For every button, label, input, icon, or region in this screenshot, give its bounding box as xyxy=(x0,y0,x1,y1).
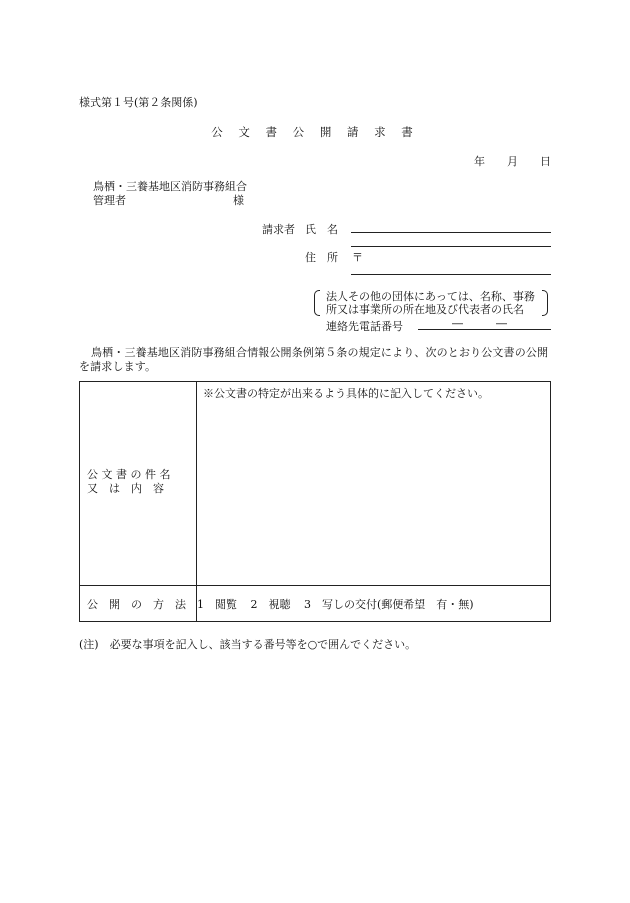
address-label: 住 所 xyxy=(305,251,338,264)
addressee-honorific: 様 xyxy=(233,194,244,207)
corp-note-line1: 法人その他の団体にあっては、名称、事務 xyxy=(326,290,535,303)
bracket-right xyxy=(542,290,548,316)
request-statement: 鳥栖・三養基地区消防事務組合情報公開条例第５条の規定により、次のとおり公文書の公開を請求します。 xyxy=(79,346,549,373)
addressee-organization: 鳥栖・三養基地区消防事務組合 xyxy=(93,180,247,193)
date-day: 日 xyxy=(540,155,551,168)
phone-label: 連絡先電話番号 xyxy=(326,320,403,333)
phone-underline[interactable] xyxy=(418,329,551,330)
method-option-listen[interactable]: 2 視聴 xyxy=(250,597,291,611)
subject-entry-cell[interactable] xyxy=(197,382,551,586)
subject-notice: ※公文書の特定が出来るよう具体的に記入してください。 xyxy=(203,387,489,400)
method-option-view[interactable]: 1 閲覧 xyxy=(197,597,237,611)
postal-mark: 〒 xyxy=(352,251,363,264)
addressee-manager: 管理者 xyxy=(93,194,126,207)
method-cell xyxy=(197,586,551,622)
method-option-copy[interactable]: 3 写しの交付(郵便希望 有・無) xyxy=(304,597,474,611)
form-number: 様式第１号(第２条関係) xyxy=(79,96,198,109)
request-table xyxy=(79,381,551,622)
requester-label: 請求者 xyxy=(262,223,295,236)
corp-note xyxy=(326,290,535,316)
document-title: 公 文 書 公 開 請 求 書 xyxy=(211,125,419,139)
subject-label-line2: 又 は 内 容 xyxy=(87,482,164,495)
subject-label-line1: 公 文 書 の 件 名 xyxy=(87,468,171,481)
phone-separator-2: ― xyxy=(496,317,507,330)
name-label: 氏 名 xyxy=(305,223,338,236)
date-month: 月 xyxy=(507,155,518,168)
phone-separator-1: ― xyxy=(452,317,463,330)
address-underline[interactable] xyxy=(351,274,551,275)
footnote: (注) 必要な事項を記入し、該当する番号等を○で囲んでください。 xyxy=(79,638,417,651)
subject-label-cell xyxy=(80,382,197,586)
extra-underline[interactable] xyxy=(351,246,551,247)
corp-note-line2: 所又は事業所の所在地及び代表者の氏名 xyxy=(326,303,524,316)
name-underline[interactable] xyxy=(351,232,551,233)
bracket-left xyxy=(314,290,320,316)
addressee-block xyxy=(93,180,247,208)
date-year: 年 xyxy=(474,155,485,168)
method-label: 公 開 の 方 法 xyxy=(87,597,186,611)
method-label-cell xyxy=(80,586,197,622)
